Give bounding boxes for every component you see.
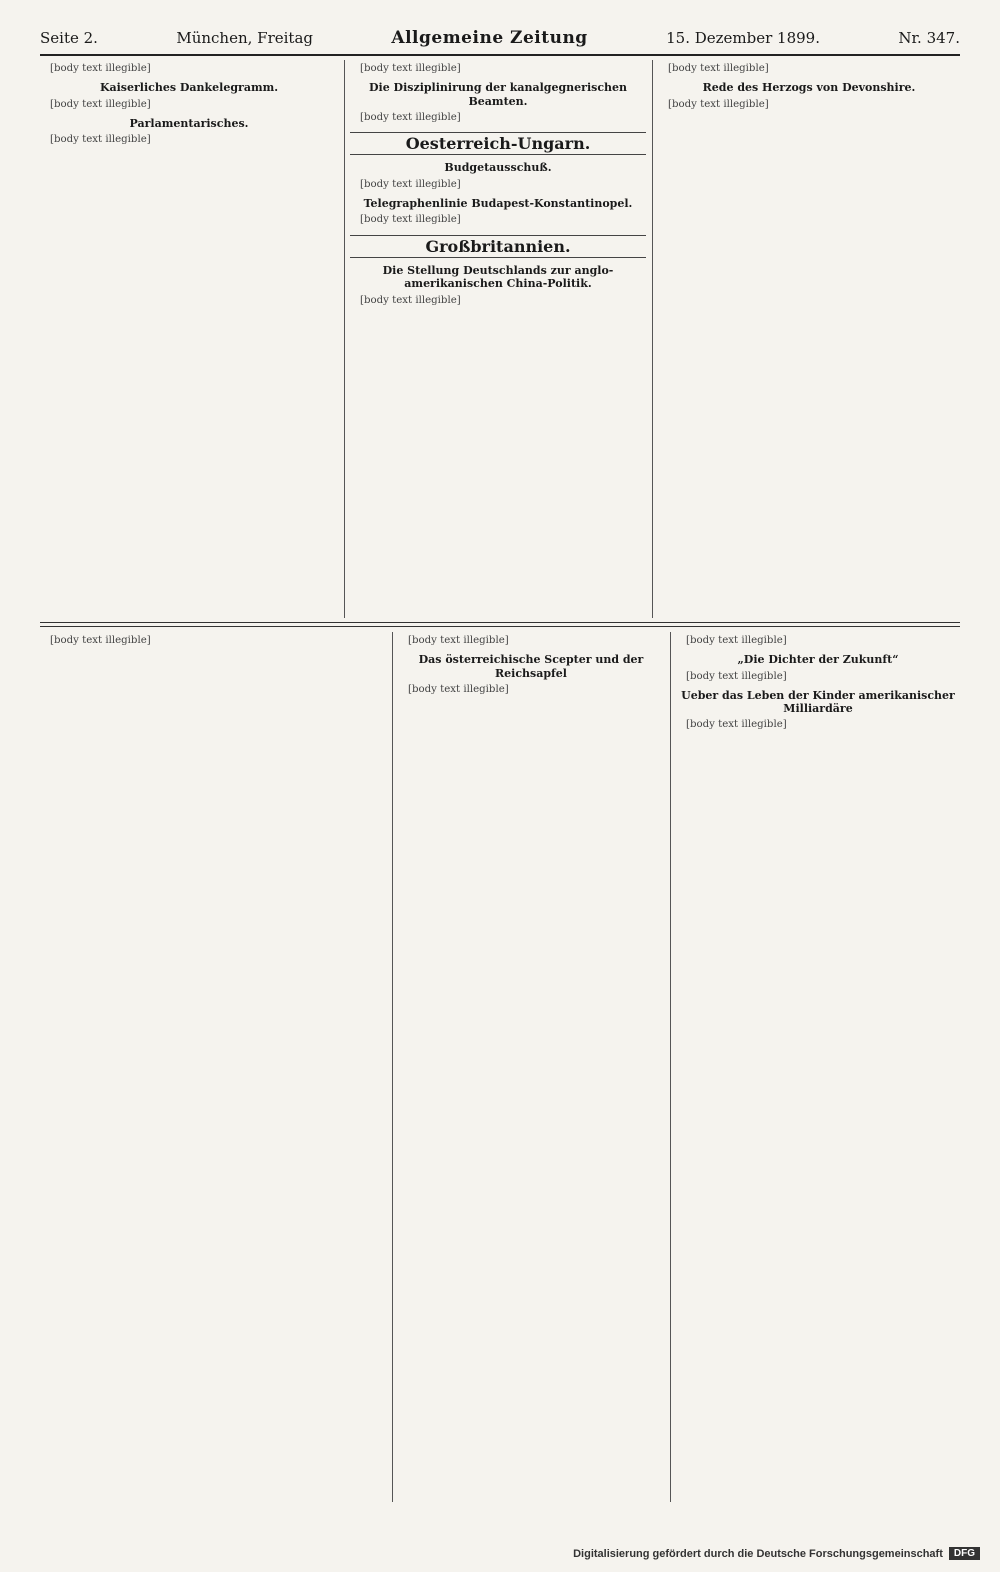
section-heading: Die Disziplinirung der kanalgegnerischen Beamten.: [368, 81, 628, 108]
section-title-britain: Großbritannien.: [350, 235, 646, 258]
bottom-column-3: [body text illegible] „Die Dichter der Zukunft“ [body text illegible] Ueber das Leben der Kinder amerikanischer Milliardäre [body text illegible]: [676, 634, 960, 1502]
place-day: München, Freitag: [176, 29, 313, 47]
column-rule: [670, 632, 671, 1502]
section-heading: „Die Dichter der Zukunft“: [737, 653, 899, 667]
section-heading: Das österreichische Scepter und der Reichsapfel: [418, 653, 644, 680]
section-heading: Telegraphenlinie Budapest-Konstantinopel.: [363, 197, 633, 211]
digitization-credit: [573, 1547, 980, 1560]
section-heading: Ueber das Leben der Kinder amerikanischer Milliardäre: [681, 688, 955, 716]
section-heading: Rede des Herzogs von Devonshire.: [702, 81, 916, 95]
bottom-column-1: [body text illegible]: [50, 635, 151, 646]
column-rule: [344, 60, 345, 618]
page-number: Seite 2.: [40, 29, 98, 47]
top-column-1: [body text illegible] Kaiserliches Dankelegramm. [body text illegible] Parlamentarisches. [body text illegible]: [40, 62, 338, 614]
column-rule: [392, 632, 393, 1502]
credit-text: Digitalisierung gefördert durch die Deutsche Forschungsgemeinschaft: [573, 1547, 943, 1560]
bottom-column-2: [body text illegible] Das österreichische Scepter und der Reichsapfel [body text illegible]: [398, 634, 664, 1502]
column-rule: [652, 60, 653, 618]
top-column-3: [body text illegible] Rede des Herzogs von Devonshire. [body text illegible]: [658, 62, 960, 614]
section-divider: [40, 622, 960, 627]
issue-number: Nr. 347.: [898, 29, 960, 47]
top-column-2: [body text illegible] Die Disziplinirung der kanalgegnerischen Beamten. [body text illegible] Oesterreich-Ungarn. Budgetausschuß. [body text illegible] Telegraphenlinie Budapest-Konstantinopel. [body text illegible] Großbritannien. Die Stellung Deutschlands zur anglo-amerikanischen China-Politik. [body text illegible]: [350, 62, 646, 614]
section-heading: Die Stellung Deutschlands zur anglo-amerikanischen China-Politik.: [382, 263, 614, 291]
section-heading: Parlamentarisches.: [129, 116, 249, 130]
section-subheading: Budgetausschuß.: [444, 161, 552, 175]
section-heading: Kaiserliches Dankelegramm.: [99, 81, 279, 95]
issue-date: 15. Dezember 1899.: [666, 29, 820, 47]
section-title-austria: Oesterreich-Ungarn.: [350, 132, 646, 155]
dfg-logo: DFG: [949, 1547, 980, 1560]
newspaper-title: Allgemeine Zeitung: [391, 28, 588, 48]
page-header: [40, 28, 960, 56]
